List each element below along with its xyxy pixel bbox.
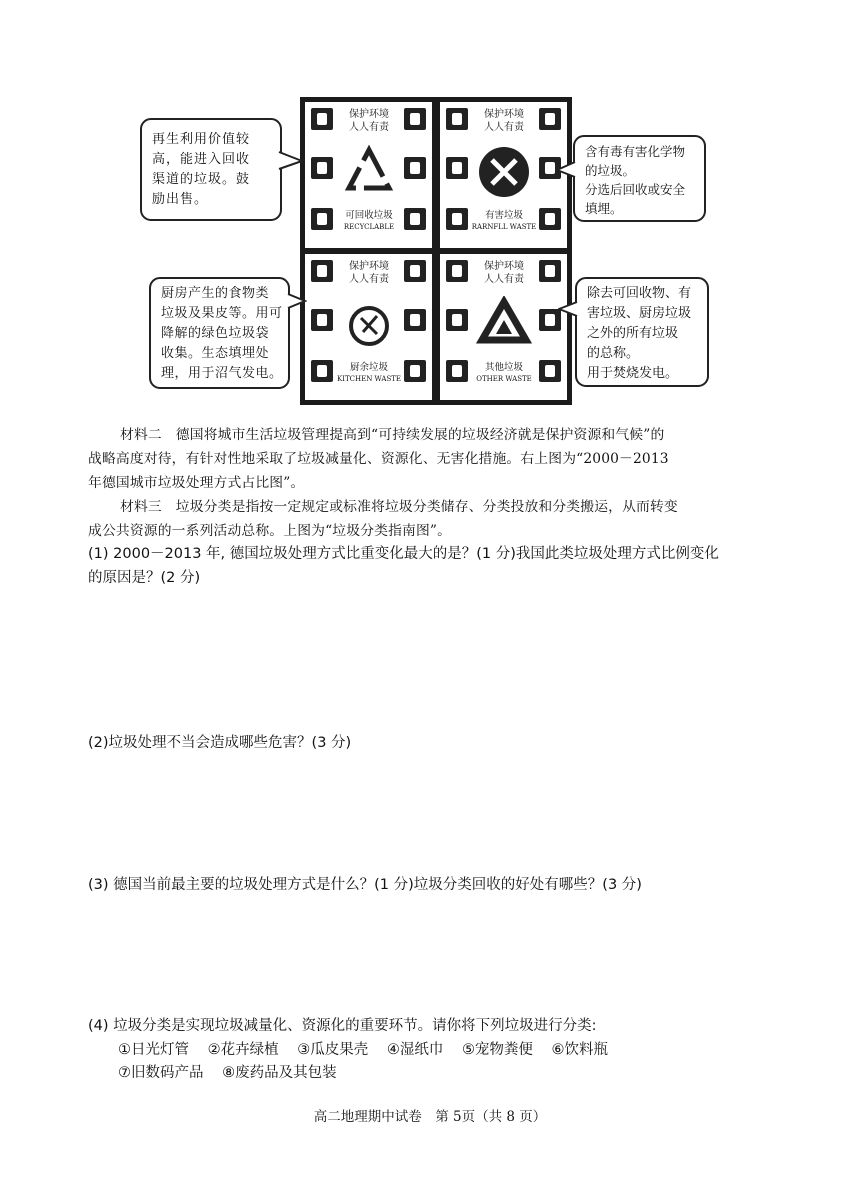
broom-icon (539, 360, 561, 382)
callout-tail (556, 160, 576, 180)
callout-tail (287, 292, 307, 312)
newspaper-icon (404, 157, 426, 179)
slogan: 保护环境 人人有责 (484, 109, 524, 133)
cigarette-icon (539, 260, 561, 282)
printer-icon (446, 108, 468, 130)
recycle-icon (341, 144, 397, 200)
tire-icon (446, 208, 468, 230)
question-2: (2)垃圾处理不当会造成哪些危害？(3 分) (88, 735, 352, 751)
page-footer: 高二地理期中试卷 第 5页（共 8 页） (313, 1109, 547, 1125)
bowl-icon (404, 360, 426, 382)
category-label: 可回收垃圾 (345, 210, 393, 221)
callout-harmful: 含有毒有害化学物 的垃圾。 分选后回收或安全 填埋。 (573, 135, 706, 222)
material3-line1: 材料三 垃圾分类是指按一定规定或标准将垃圾分类储存、分类投放和分类搬运，从而转变 (120, 499, 678, 515)
quadrant-recyclable (305, 102, 432, 248)
option: ⑧废药品及其包装 (222, 1065, 337, 1081)
callout-other: 除去可回收物、有 害垃圾、厨房垃圾 之外的所有垃圾 的总称。 用于焚烧发电。 (575, 277, 709, 387)
slogan: 保护环境 人人有责 (349, 261, 389, 285)
category-label: 其他垃圾 (484, 362, 523, 373)
leaf-icon (404, 309, 426, 331)
quadrant-other (440, 254, 567, 400)
bottle-icon (311, 108, 333, 130)
chopsticks-icon (446, 309, 468, 331)
question-4-options (118, 1038, 622, 1059)
material3-line2: 成公共资源的一系列活动总称。上图为“垃圾分类指南图”。 (88, 523, 452, 539)
dog-icon (446, 260, 468, 282)
category-label: 厨余垃圾 (349, 362, 388, 373)
spray-can-icon (539, 208, 561, 230)
ceramic-icon (446, 360, 468, 382)
question-3: (3) 德国当前最主要的垃圾处理方式是什么？(1 分)垃圾分类回收的好处有哪些？(3 分) (88, 877, 642, 893)
material2-line2: 战略高度对待，有针对性地采取了垃圾减量化、资源化、无害化措施。右上图为“2000－2013 (88, 451, 669, 467)
quadrant-kitchen (305, 254, 432, 400)
bread-icon (311, 309, 333, 331)
bone-icon (311, 260, 333, 282)
milk-carton-icon (404, 108, 426, 130)
callout-recyclable: 再生利用价值较 高，能进入回收 渠道的垃圾。鼓 励出售。 (140, 118, 282, 221)
option: ④湿纸巾 (386, 1042, 444, 1058)
medicine-icon (539, 108, 561, 130)
category-label-en: RECYCLABLE (343, 223, 395, 231)
question-1: (1) 2000－2013 年, 德国垃圾处理方式比重变化最大的是？(1 分)我国此类垃圾处理方式比例变化 (88, 546, 719, 562)
recycle-triangle-icon (476, 296, 532, 352)
material2-line1: 材料二 德国将城市生活垃圾管理提高到“可持续发展的垃圾经济就是保护资源和气候”的 (120, 427, 665, 443)
option: ⑦旧数码产品 (118, 1065, 204, 1081)
material2-line3: 年德国城市垃圾处理方式占比图”。 (88, 475, 305, 491)
question-4: (4) 垃圾分类是实现垃圾减量化、资源化的重要环节。请你将下列垃圾进行分类: (88, 1018, 597, 1034)
callout-tail (278, 150, 304, 172)
question-1-cont: 的原因是？(2 分) (88, 570, 201, 586)
slogan: 保护环境 人人有责 (484, 261, 524, 285)
garbage-classification-poster (300, 97, 572, 405)
food-scraps-icon (341, 296, 397, 352)
option: ③瓜皮果壳 (297, 1042, 369, 1058)
slogan: 保护环境 人人有责 (349, 109, 389, 133)
category-label-en: KITCHEN WASTE (336, 375, 402, 383)
callout-kitchen: 厨房产生的食物类 垃圾及果皮等。用可 降解的绿色垃圾袋 收集。生态填埋处 理，用于沼气发电。 (149, 277, 290, 389)
potted-plant-icon (404, 260, 426, 282)
category-label-en: OTHER WASTE (476, 375, 532, 383)
option: ⑥饮料瓶 (551, 1042, 609, 1058)
option: ⑤宠物粪便 (461, 1042, 533, 1058)
hazard-icon (476, 144, 532, 200)
category-label-en: RARNFLL WASTE (471, 223, 537, 231)
option: ②花卉绿植 (207, 1042, 279, 1058)
fish-bone-icon (311, 360, 333, 382)
category-label: 有害垃圾 (484, 210, 523, 221)
gear-icon (311, 208, 333, 230)
clothing-icon (404, 208, 426, 230)
question-4-options-row2 (118, 1061, 351, 1082)
battery-icon (446, 157, 468, 179)
callout-tail (558, 300, 578, 320)
quadrant-harmful (440, 102, 567, 248)
option: ①日光灯管 (118, 1042, 189, 1058)
can-icon (311, 157, 333, 179)
